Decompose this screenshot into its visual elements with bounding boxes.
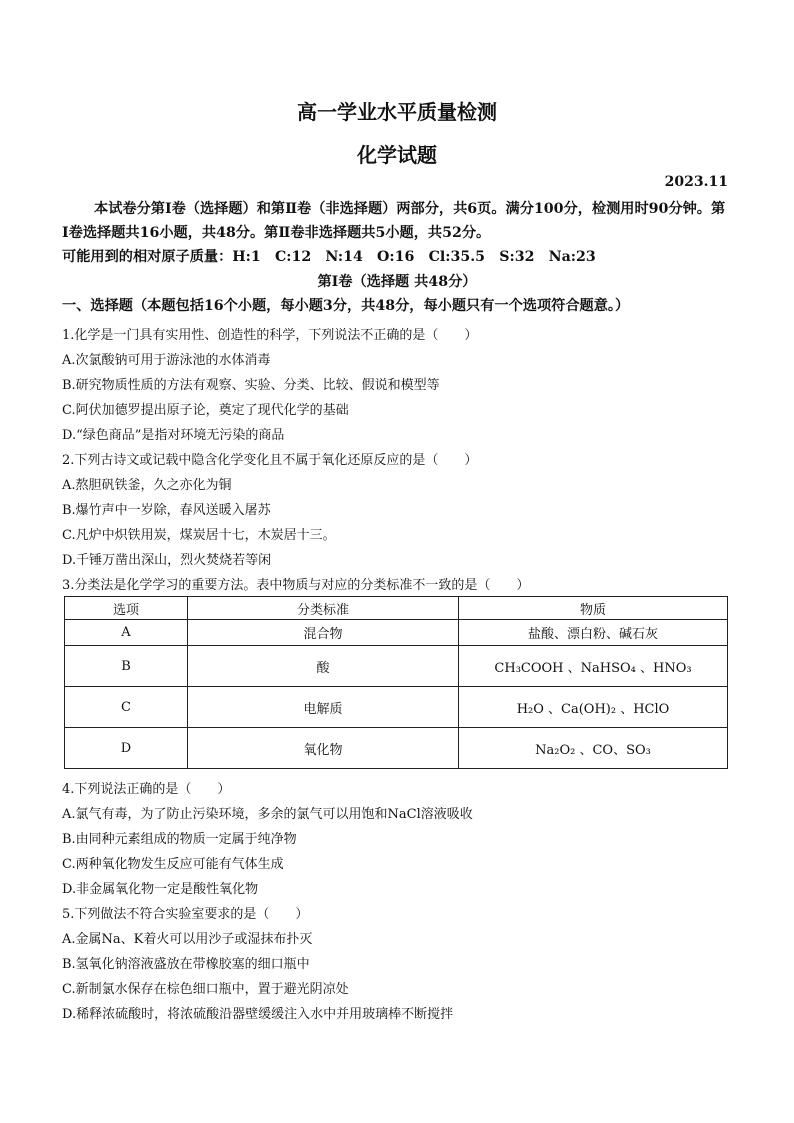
question-option: B.研究物质性质的方法有观察、实验、分类、比较、假说和模型等 — [62, 378, 440, 393]
question-option: B.由同种元素组成的物质一定属于纯净物 — [62, 832, 297, 847]
question-option: A.氯气有毒，为了防止污染环境，多余的氯气可以用饱和NaCl溶液吸收 — [62, 807, 473, 822]
question-option: A.金属Na、K着火可以用沙子或湿抹布扑灭 — [62, 932, 313, 947]
exam-instructions: 本试卷分第Ⅰ卷（选择题）和第Ⅱ卷（非选择题）两部分，共6页。满分100分，检测用时90分钟。第Ⅰ卷选择题共16小题，共48分。第Ⅱ卷非选择题共5小题，共52分。 — [62, 201, 726, 241]
question-option: B.氢氧化钠溶液盛放在带橡胶塞的细口瓶中 — [62, 957, 310, 972]
question-option: D.非金属氧化物一定是酸性氧化物 — [62, 882, 259, 897]
table-header-row — [65, 597, 728, 620]
question-option: D.千锤万凿出深山，烈火焚烧若等闲 — [62, 553, 272, 568]
question-option: C.凡炉中炽铁用炭，煤炭居十七，木炭居十三。 — [62, 528, 336, 543]
table-cell: C — [65, 687, 188, 728]
question-stem: 3.分类法是化学学习的重要方法。表中物质与对应的分类标准不一致的是（ ） — [62, 578, 530, 593]
question-option: C.两种氧化物发生反应可能有气体生成 — [62, 857, 284, 872]
exam-title: 高一学业水平质量检测 — [297, 100, 497, 124]
atomic-masses: 可能用到的相对原子质量：H:1 C:12 N:14 O:16 Cl:35.5 S:32 Na:23 — [62, 249, 596, 265]
table-cell: 氧化物 — [188, 728, 459, 769]
question-option: C.新制氯水保存在棕色细口瓶中，置于避光阴凉处 — [62, 982, 349, 997]
table-cell: Na₂O₂ 、CO、SO₃ — [459, 728, 728, 769]
question-stem: 1.化学是一门具有实用性、创造性的科学，下列说法不正确的是（ ） — [62, 328, 478, 343]
question-option: B.爆竹声中一岁除，春风送暖入屠苏 — [62, 503, 271, 518]
table-cell: 混合物 — [188, 620, 459, 646]
table-header-cell: 物质 — [459, 597, 728, 620]
question-stem: 5.下列做法不符合实验室要求的是（ ） — [62, 907, 309, 922]
table-cell: A — [65, 620, 188, 646]
exam-date: 2023.11 — [664, 174, 728, 190]
question-option: C.阿伏加德罗提出原子论，奠定了现代化学的基础 — [62, 403, 349, 418]
table-cell: 盐酸、漂白粉、碱石灰 — [459, 620, 728, 646]
part1-title: 第Ⅰ卷（选择题 共48分） — [317, 274, 477, 290]
table-header-cell: 分类标准 — [188, 597, 459, 620]
question-option: D.稀释浓硫酸时，将浓硫酸沿器壁缓缓注入水中并用玻璃棒不断搅拌 — [62, 1007, 454, 1022]
classification-table — [64, 596, 728, 769]
table-cell: 酸 — [188, 646, 459, 687]
question-option: A.次氯酸钠可用于游泳池的水体消毒 — [62, 353, 271, 368]
table-cell: B — [65, 646, 188, 687]
exam-subtitle: 化学试题 — [357, 143, 437, 167]
table-row — [65, 728, 728, 769]
question-option: A.熬胆矾铁釜，久之亦化为铜 — [62, 478, 232, 493]
table-cell: CH₃COOH 、NaHSO₄ 、HNO₃ — [459, 646, 728, 687]
table-row — [65, 646, 728, 687]
table-cell: H₂O 、Ca(OH)₂ 、HClO — [459, 687, 728, 728]
table-header-cell: 选项 — [65, 597, 188, 620]
question-option: D.“绿色商品”是指对环境无污染的商品 — [62, 428, 285, 443]
section1-title: 一、选择题（本题包括16个小题，每小题3分，共48分，每小题只有一个选项符合题意。） — [62, 298, 630, 314]
table-cell: 电解质 — [188, 687, 459, 728]
question-stem: 4.下列说法正确的是（ ） — [62, 782, 231, 797]
table-cell: D — [65, 728, 188, 769]
table-row — [65, 620, 728, 646]
table-row — [65, 687, 728, 728]
question-stem: 2.下列古诗文或记载中隐含化学变化且不属于氧化还原反应的是（ ） — [62, 453, 478, 468]
